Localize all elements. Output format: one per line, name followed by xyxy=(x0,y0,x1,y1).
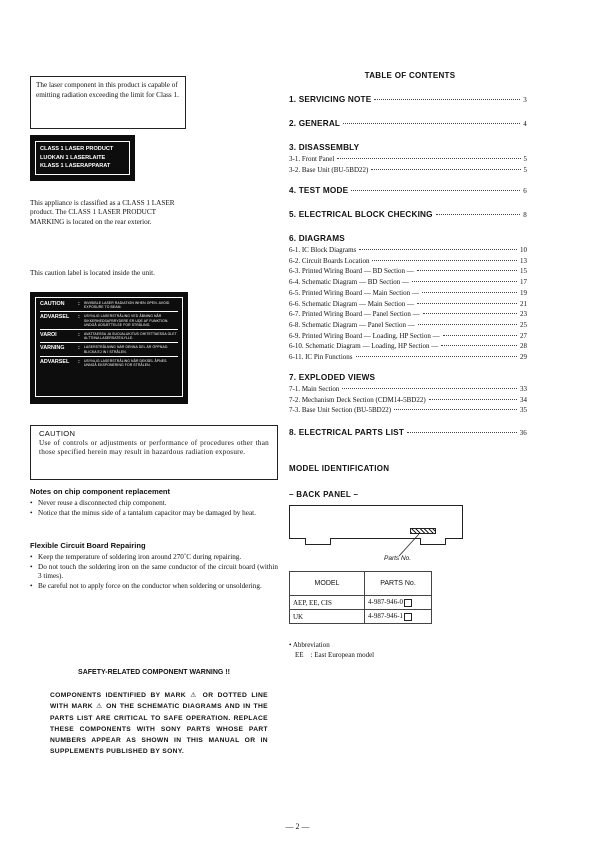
toc-subentry: 6-3. Printed Wiring Board — BD Section — 15 xyxy=(289,267,527,276)
toc-subentry: 6-7. Printed Wiring Board — Panel Section — 23 xyxy=(289,310,527,319)
laser-notice-box xyxy=(30,76,186,129)
toc-section-5 xyxy=(289,210,527,219)
toc-section-1 xyxy=(289,95,527,104)
caution-label-row: ADVARSEL : USYNLIG LASERSTRÅLING NÅR DEKSEL ÅPNES. UNNGÅ EKSPONERING FOR STRÅLEN. xyxy=(40,359,178,367)
toc-title: TABLE OF CONTENTS xyxy=(364,71,456,80)
caution-label-row: VARNING : LASERSTRÅLNING NÄR DENNA DEL ÄR ÖPPNAD. BLICKA EJ IN I STRÅLEN. xyxy=(40,345,178,353)
toc-section-6 xyxy=(289,234,527,363)
toc-section-7 xyxy=(289,373,527,416)
caution-label-body: INVISIBLE LASER RADIATION WHEN OPEN. AVOID EXPOSURE TO BEAM. xyxy=(84,301,170,310)
list-item: • Notice that the minus side of a tantalum capacitor may be damaged by heat. xyxy=(30,508,256,517)
part-cell: 4-987-946-0 xyxy=(365,596,432,610)
abbreviation-title: • Abbreviation xyxy=(289,641,330,649)
toc-entry: 1. SERVICING NOTE 3 xyxy=(289,95,527,104)
caution-label-location-text: This caution label is located inside the unit. xyxy=(30,269,155,277)
class1-laser-label xyxy=(30,135,135,181)
parts-no-pointer xyxy=(395,532,425,557)
toc-subentry: 6-1. IC Block Diagrams 10 xyxy=(289,246,527,254)
toc-subentry: 7-3. Base Unit Section (BU-5BD22) 35 xyxy=(289,406,527,415)
toc-section-4 xyxy=(289,186,527,195)
caution-label-row: CAUTION : INVISIBLE LASER RADIATION WHEN OPEN. AVOID EXPOSURE TO BEAM. xyxy=(40,301,178,309)
class-description: This appliance is classified as a CLASS 1 LASER product. The CLASS 1 LASER PRODUCT MARKING is located on the rear exterior. xyxy=(30,199,175,226)
toc-entry: 4. TEST MODE 6 xyxy=(289,186,527,195)
list-item: • Never reuse a disconnected chip component. xyxy=(30,499,167,507)
toc-entry: 6. DIAGRAMS xyxy=(289,234,345,243)
toc-subentry: 6-8. Schematic Diagram — Panel Section — 25 xyxy=(289,320,527,329)
model-identification-title: MODEL IDENTIFICATION xyxy=(289,464,390,473)
toc-entry: 5. ELECTRICAL BLOCK CHECKING 8 xyxy=(289,210,527,219)
list-item: • Do not touch the soldering iron on the same conductor of the circuit board (within 3 times). xyxy=(30,562,278,581)
class1-label-line: KLASS 1 LASERAPPARAT xyxy=(40,163,111,169)
parts-header: PARTS No. xyxy=(365,572,432,596)
toc-subentry: 7-2. Mechanism Deck Section (CDM14-5BD22) 34 xyxy=(289,395,527,404)
model-table xyxy=(289,571,432,624)
class1-label-line: CLASS 1 LASER PRODUCT xyxy=(40,146,114,152)
chip-notes-list xyxy=(30,499,278,518)
toc-subentry: 6-6. Schematic Diagram — Main Section — 21 xyxy=(289,299,527,308)
toc-subentry: 7-1. Main Section 33 xyxy=(289,385,527,393)
toc-subentry: 6-5. Printed Wiring Board — Main Section — 19 xyxy=(289,288,527,297)
model-header: MODEL xyxy=(290,572,365,596)
toc-subentry: 6-4. Schematic Diagram — BD Section — 17 xyxy=(289,278,527,287)
checkbox-square-icon xyxy=(404,599,412,607)
safety-warning-body: COMPONENTS IDENTIFIED BY MARK ⚠ OR DOTTED LINE WITH MARK ⚠ ON THE SCHEMATIC DIAGRAMS AND IN THE PARTS LIST ARE CRITICAL TO SAFE OPERATION. REPLACE THESE COMPONENTS WITH SONY PARTS WHOSE PART NUMBERS APPEAR AS SHOWN IN THIS MANUAL OR IN SUPPLEMENTS PUBLISHED BY SONY. xyxy=(50,692,268,756)
class1-label-line: LUOKAN 1 LASERLAITE xyxy=(40,154,106,161)
laser-notice-text: The laser component in this product is capable of emitting radiation exceeding the limit for Class 1. xyxy=(36,81,179,99)
chip-notes xyxy=(30,487,278,518)
page-number: — 2 — xyxy=(285,822,310,831)
caution-box-body: Use of controls or adjustments or performance of procedures other than those specified herein may result in hazardous radiation exposure. xyxy=(39,439,269,457)
toc-entry: 8. ELECTRICAL PARTS LIST 36 xyxy=(289,428,527,437)
toc-section-2 xyxy=(289,119,527,128)
class1-laser-label-frame xyxy=(35,141,130,175)
caution-label-body: AVATTAESSA JA SUOJALUKITUS OHITETTAESSA OLET ALTTIINA LASERSATEILYLLE. xyxy=(84,332,177,341)
toc-subentry: 3-2. Base Unit (BU-5BD22) 5 xyxy=(289,165,527,174)
flex-board-title: Flexible Circuit Board Repairing xyxy=(30,541,146,550)
checkbox-square-icon xyxy=(404,613,412,621)
part-cell: 4-987-946-1 xyxy=(365,610,432,624)
chip-notes-title: Notes on chip component replacement xyxy=(30,487,171,496)
safety-warning-title: SAFETY-RELATED COMPONENT WARNING !! xyxy=(78,669,230,676)
back-panel-foot-left xyxy=(305,538,331,545)
caution-label-head: ADVARSEL xyxy=(40,314,70,321)
caution-label-body: LASERSTRÅLNING NÄR DENNA DEL ÄR ÖPPNAD. BLICKA EJ IN I STRÅLEN. xyxy=(84,345,169,354)
caution-label-frame xyxy=(35,297,183,397)
toc-subentry: 3-1. Front Panel 5 xyxy=(289,155,527,163)
abbreviation-line: EE : East European model xyxy=(295,651,375,659)
caution-label-body: USYNLIG LASERSTRÅLING NÅR DEKSEL ÅPNES. UNNGÅ EKSPONERING FOR STRÅLEN. xyxy=(84,358,168,368)
toc-section-8 xyxy=(289,428,527,437)
back-panel-diagram xyxy=(289,505,463,539)
flex-board-notes xyxy=(30,541,278,591)
toc-entry: 2. GENERAL 4 xyxy=(289,119,527,128)
caution-label-image xyxy=(30,292,188,404)
toc-entry: 3. DISASSEMBLY xyxy=(289,143,360,152)
caution-box xyxy=(30,425,278,480)
parts-no-label: Parts No. xyxy=(384,555,412,562)
toc-subentry: 6-9. Printed Wiring Board — Loading, HP Section — 27 xyxy=(289,331,527,340)
flex-board-list xyxy=(30,553,278,591)
table-row xyxy=(290,596,432,610)
abbreviation-block xyxy=(289,640,374,660)
list-item: • Be careful not to apply force on the conductor when soldering or unsoldering. xyxy=(30,581,262,590)
model-cell: UK xyxy=(290,610,365,624)
toc-subentry: 6-11. IC Pin Functions 29 xyxy=(289,353,527,362)
toc-entry: 7. EXPLODED VIEWS xyxy=(289,373,376,382)
caution-label-body: USYNLIG LASERSTRÅLING VED ÅBNING NÅR SIKKERHEDSAFBRYDERE ER UDE AF FUNKTION. UNDGÅ UDSÆTTELSE FOR STRÅLING. xyxy=(84,314,169,327)
caution-label-row: VAROI : AVATTAESSA JA SUOJALUKITUS OHITETTAESSA OLET ALTTIINA LASERSATEILYLLE. xyxy=(40,332,177,341)
toc-subentry: 6-10. Schematic Diagram — Loading, HP Section — 28 xyxy=(289,342,527,351)
toc-section-3 xyxy=(289,143,527,175)
caution-box-title: CAUTION xyxy=(39,429,76,438)
caution-label-row: ADVARSEL : USYNLIG LASERSTRÅLING VED ÅBNING NÅR SIKKERHEDSAFBRYDERE ER UDE AF FUNKTION. UNDGÅ UDSÆTTELSE FOR STRÅLING. xyxy=(40,314,178,327)
caution-label-head: VAROI xyxy=(40,332,57,339)
list-item: • Keep the temperature of soldering iron around 270˚C during repairing. xyxy=(30,553,242,561)
caution-label-head: CAUTION xyxy=(40,301,65,307)
caution-label-head: VARNING xyxy=(40,345,65,352)
toc-subentry: 6-2. Circuit Boards Location 13 xyxy=(289,256,527,265)
back-panel-title: – BACK PANEL – xyxy=(289,490,359,499)
model-cell: AEP, EE, CIS xyxy=(290,596,365,610)
caution-label-head: ADVARSEL xyxy=(40,358,70,365)
table-row xyxy=(290,610,432,624)
